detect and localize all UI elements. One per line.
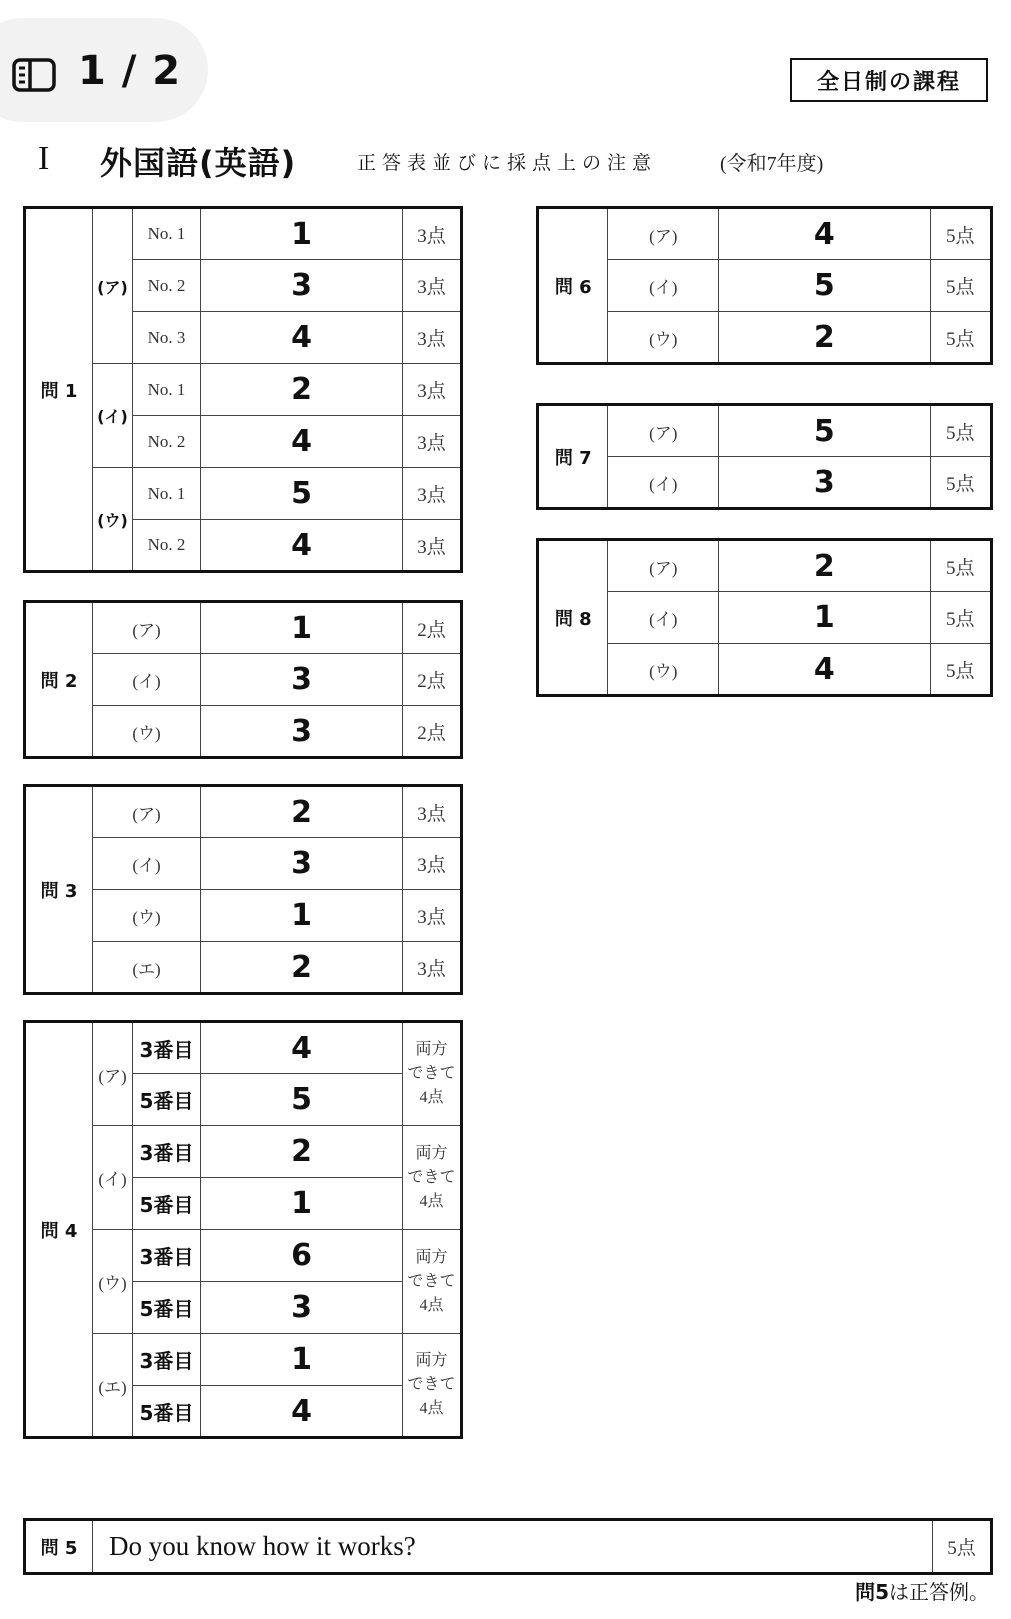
question-8-table — [536, 538, 993, 697]
sub-label: (イ) — [93, 838, 201, 890]
answer-value: 5 — [201, 1074, 403, 1126]
sub-label: (ア) — [93, 602, 201, 654]
answer-value: 1 — [719, 592, 930, 644]
book-pages-icon — [12, 58, 56, 92]
points: 5点 — [930, 540, 991, 592]
question-7-table — [536, 403, 993, 510]
answer-value: 2 — [201, 942, 403, 994]
sub-label: (エ) — [93, 1334, 133, 1438]
word-order: 5番目 — [133, 1386, 201, 1438]
points: 5点 — [930, 312, 991, 364]
answer-value: 6 — [201, 1230, 403, 1282]
document-title: 正答表並びに採点上の注意 — [357, 152, 658, 174]
points: 5点 — [933, 1520, 992, 1574]
points: 5点 — [930, 457, 991, 509]
sub-label: (ウ) — [93, 1230, 133, 1334]
answer-value: 1 — [201, 1178, 403, 1230]
points: 3点 — [403, 364, 462, 416]
points: 3点 — [403, 890, 462, 942]
points: 3点 — [403, 208, 462, 260]
answer-value: 2 — [719, 540, 930, 592]
question-1-table — [23, 206, 463, 573]
points: 3点 — [403, 942, 462, 994]
answer-value: 3 — [201, 1282, 403, 1334]
points: 5点 — [930, 644, 991, 696]
points: 2点 — [403, 602, 462, 654]
word-order: 3番目 — [133, 1230, 201, 1282]
answer-value: 1 — [201, 208, 403, 260]
answer-value: 1 — [201, 890, 403, 942]
answer-value: 4 — [201, 1022, 403, 1074]
question-2-table — [23, 600, 463, 759]
item-number: No. 1 — [133, 208, 201, 260]
points: 2点 — [403, 706, 462, 758]
answer-value: 4 — [201, 312, 403, 364]
points: 両方 できて 4点 — [403, 1022, 462, 1126]
answer-value: 4 — [201, 1386, 403, 1438]
answer-value: 4 — [201, 520, 403, 572]
points: 3点 — [403, 838, 462, 890]
answer-value: 3 — [201, 706, 403, 758]
sub-label: (イ) — [93, 1126, 133, 1230]
item-number: No. 1 — [133, 364, 201, 416]
question-label: 問 6 — [538, 208, 608, 364]
word-order: 3番目 — [133, 1126, 201, 1178]
page-counter: 1 / 2 — [78, 48, 182, 94]
question-4-table — [23, 1020, 463, 1439]
item-number: No. 3 — [133, 312, 201, 364]
answer-value: 1 — [201, 1334, 403, 1386]
word-order: 5番目 — [133, 1074, 201, 1126]
sub-label: (イ) — [93, 364, 133, 468]
answer-value: 4 — [201, 416, 403, 468]
question-5-table — [23, 1518, 993, 1575]
fiscal-year: (令和7年度) — [720, 153, 824, 175]
sub-label: (ウ) — [93, 890, 201, 942]
section-number: I — [38, 140, 50, 177]
answer-value: 5 — [719, 260, 930, 312]
item-number: No. 2 — [133, 260, 201, 312]
sub-label: (ウ) — [93, 706, 201, 758]
sub-label: (ウ) — [608, 644, 719, 696]
points: 5点 — [930, 208, 991, 260]
question-label: 問 4 — [25, 1022, 93, 1438]
word-order: 5番目 — [133, 1178, 201, 1230]
answer-value: 2 — [201, 364, 403, 416]
points: 5点 — [930, 405, 991, 457]
points: 2点 — [403, 654, 462, 706]
question-label: 問 1 — [25, 208, 93, 572]
sub-label: (イ) — [608, 457, 719, 509]
sub-label: (イ) — [608, 260, 719, 312]
sub-label: (ウ) — [93, 468, 133, 572]
question-label: 問 2 — [25, 602, 93, 758]
points: 3点 — [403, 416, 462, 468]
points: 3点 — [403, 786, 462, 838]
answer-value: 2 — [201, 1126, 403, 1178]
answer-value: 5 — [719, 405, 930, 457]
answer-value: 3 — [201, 838, 403, 890]
sub-label: (ウ) — [608, 312, 719, 364]
answer-value: 5 — [201, 468, 403, 520]
sub-label: (エ) — [93, 942, 201, 994]
question-3-table — [23, 784, 463, 995]
subject-title: 外国語(英語) — [100, 144, 297, 182]
answer-value: 2 — [719, 312, 930, 364]
word-order: 5番目 — [133, 1282, 201, 1334]
sub-label: (ア) — [93, 1022, 133, 1126]
answer-sentence: Do you know how it works? — [93, 1520, 933, 1574]
question-label: 問 3 — [25, 786, 93, 994]
sub-label: (イ) — [93, 654, 201, 706]
footnote: 問5は正答例。 — [855, 1580, 989, 1604]
points: 3点 — [403, 312, 462, 364]
question-label: 問 5 — [25, 1520, 93, 1574]
answer-value: 3 — [201, 654, 403, 706]
sub-label: (ア) — [93, 786, 201, 838]
points: 両方 できて 4点 — [403, 1126, 462, 1230]
sub-label: (ア) — [608, 540, 719, 592]
question-6-table — [536, 206, 993, 365]
sub-label: (ア) — [608, 208, 719, 260]
answer-value: 3 — [201, 260, 403, 312]
item-number: No. 2 — [133, 416, 201, 468]
points: 5点 — [930, 592, 991, 644]
points: 3点 — [403, 468, 462, 520]
answer-value: 2 — [201, 786, 403, 838]
course-label: 全日制の課程 — [790, 58, 988, 102]
sub-label: (ア) — [608, 405, 719, 457]
points: 3点 — [403, 260, 462, 312]
answer-value: 1 — [201, 602, 403, 654]
sub-label: (ア) — [93, 208, 133, 364]
word-order: 3番目 — [133, 1022, 201, 1074]
item-number: No. 1 — [133, 468, 201, 520]
item-number: No. 2 — [133, 520, 201, 572]
question-label: 問 7 — [538, 405, 608, 509]
answer-value: 4 — [719, 644, 930, 696]
answer-value: 4 — [719, 208, 930, 260]
sub-label: (イ) — [608, 592, 719, 644]
answer-value: 3 — [719, 457, 930, 509]
word-order: 3番目 — [133, 1334, 201, 1386]
page-indicator[interactable] — [0, 18, 208, 122]
points: 5点 — [930, 260, 991, 312]
points: 両方 できて 4点 — [403, 1230, 462, 1334]
question-label: 問 8 — [538, 540, 608, 696]
points: 両方 できて 4点 — [403, 1334, 462, 1438]
points: 3点 — [403, 520, 462, 572]
